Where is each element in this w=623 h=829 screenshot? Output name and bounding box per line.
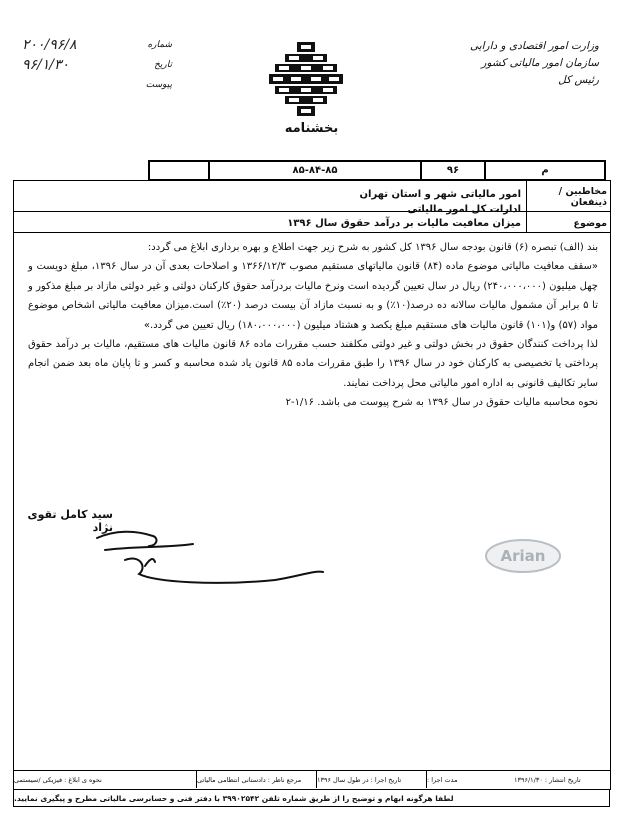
document-meta xyxy=(22,35,172,95)
reference-cell: ۸۵-۸۴-۸۵ xyxy=(210,162,422,179)
recipients-block xyxy=(121,187,521,217)
ministry-line: وزارت امور اقتصادی و دارایی xyxy=(469,40,599,52)
handwritten-signature-icon xyxy=(95,520,325,590)
recipients-label: مخاطبین / ذینفعان xyxy=(558,186,607,208)
footer-cell: نحوه ی ابلاغ : فیزیکی /سیستمی xyxy=(13,771,196,788)
divider-line xyxy=(13,232,610,233)
position-line: رئیس کل xyxy=(558,74,599,86)
footer-cell: مدت اجرا : xyxy=(426,771,514,788)
footer-cell: تاریخ اجرا : در طول سال ۱۳۹۶ xyxy=(316,771,426,788)
attachment-label: پیوست xyxy=(145,80,172,90)
body-paragraph: لذا پرداخت کنندگان حقوق در بخش دولتی و غیر دولتی مکلفند حسب مقررات ماده ۸۶ قانون مالیات های مستقیم، مالیات بر درآمد حقوق پرداختی یا تخصیصی به کارکنان خود در سال ۱۳۹۶ را طبق مقررات ماده ۸۵ قانون یاد شده محاسبه و کسر و تا پایان ماه بعد ضمن انجام سایر تکالیف قانونی به اداره امور مالیاتی محل پرداخت نمایند. xyxy=(28,339,598,389)
number-label: شماره xyxy=(147,40,172,50)
signer-name: سید کامل تقوی نژاد xyxy=(27,508,113,534)
recipient-line: امور مالیاتی شهر و استان تهران xyxy=(359,189,521,200)
body-paragraph: «سقف معافیت مالیاتی موضوع ماده (۸۴) قانون مالیاتهای مستقیم مصوب ۱۳۶۶/۱۲/۳ و اصلاحات بعدی آن در سال ۱۳۹۶، مبلغ دویست و چهل میلیون (۲۴۰،۰۰۰،۰۰۰) ریال در سال تعیین گردیده است ونرخ مالیات بردرآمد حقوق کارکنان دولتی و غیر دولتی مازاد بر مبلغ مذکور و تا ۵ برابر آن مشمول مالیات سالانه ده درصد(۱۰٪) و به نسبت مازاد آن بیست درصد (۲۰٪) است.میزان معافیت مالیاتی اشخاص موضوع مواد (۵۷) و(۱۰۱) قانون مالیات های مستقیم مبلغ یکصد و هشتاد میلیون (۱۸۰،۰۰۰،۰۰۰) ریال تعیین می گردد.» xyxy=(28,261,599,331)
watermark-text: Arian xyxy=(500,547,546,565)
footer-cell: تاریخ انتشار : ۱۳۹۶/۱/۳۰ xyxy=(514,775,581,784)
footer-contact-note: لطفا هرگونه ابهام و توضیح را از طریق شماره تلفن ۳۹۹۰۲۵۴۲ با دفتر فنی و حسابرسی مالیاتی مطرح و پیگیری نمایید. xyxy=(13,789,610,807)
body-text xyxy=(28,238,598,413)
organization-line: سازمان امور مالیاتی کشور xyxy=(481,57,599,69)
reference-cell xyxy=(150,162,210,179)
body-paragraph: نحوه محاسبه مالیات حقوق در سال ۱۳۹۶ به شرح پیوست می باشد. ۱/۱۶-۲ xyxy=(285,397,598,409)
subject-text: میزان معافیت مالیات بر درآمد حقوق سال ۱۳۹۶ xyxy=(287,218,521,229)
tax-organization-emblem-icon xyxy=(267,40,345,118)
document-title: بخشنامه xyxy=(284,121,339,136)
recipient-line: ادارات کل امور مالیاتی xyxy=(407,204,521,215)
subject-label: موضوع xyxy=(573,218,607,229)
number-value: ۲۰۰/۹۶/۸ xyxy=(22,37,77,53)
ministry-block xyxy=(439,38,599,89)
footer-info-row xyxy=(13,770,610,788)
footer-cell: مرجع ناظر : دادستانی انتظامی مالیاتی xyxy=(196,771,316,788)
reference-cell: م xyxy=(541,165,549,176)
date-value: ۹۶/۱/۳۰ xyxy=(22,57,70,73)
reference-cell: ۹۶ xyxy=(422,162,486,179)
date-label: تاریخ xyxy=(154,60,172,70)
body-paragraph: بند (الف) تبصره (۶) قانون بودجه سال ۱۳۹۶ کل کشور به شرح زیر جهت اطلاع و بهره برداری ابلاغ می گردد: xyxy=(147,242,598,253)
reference-strip xyxy=(148,160,606,181)
